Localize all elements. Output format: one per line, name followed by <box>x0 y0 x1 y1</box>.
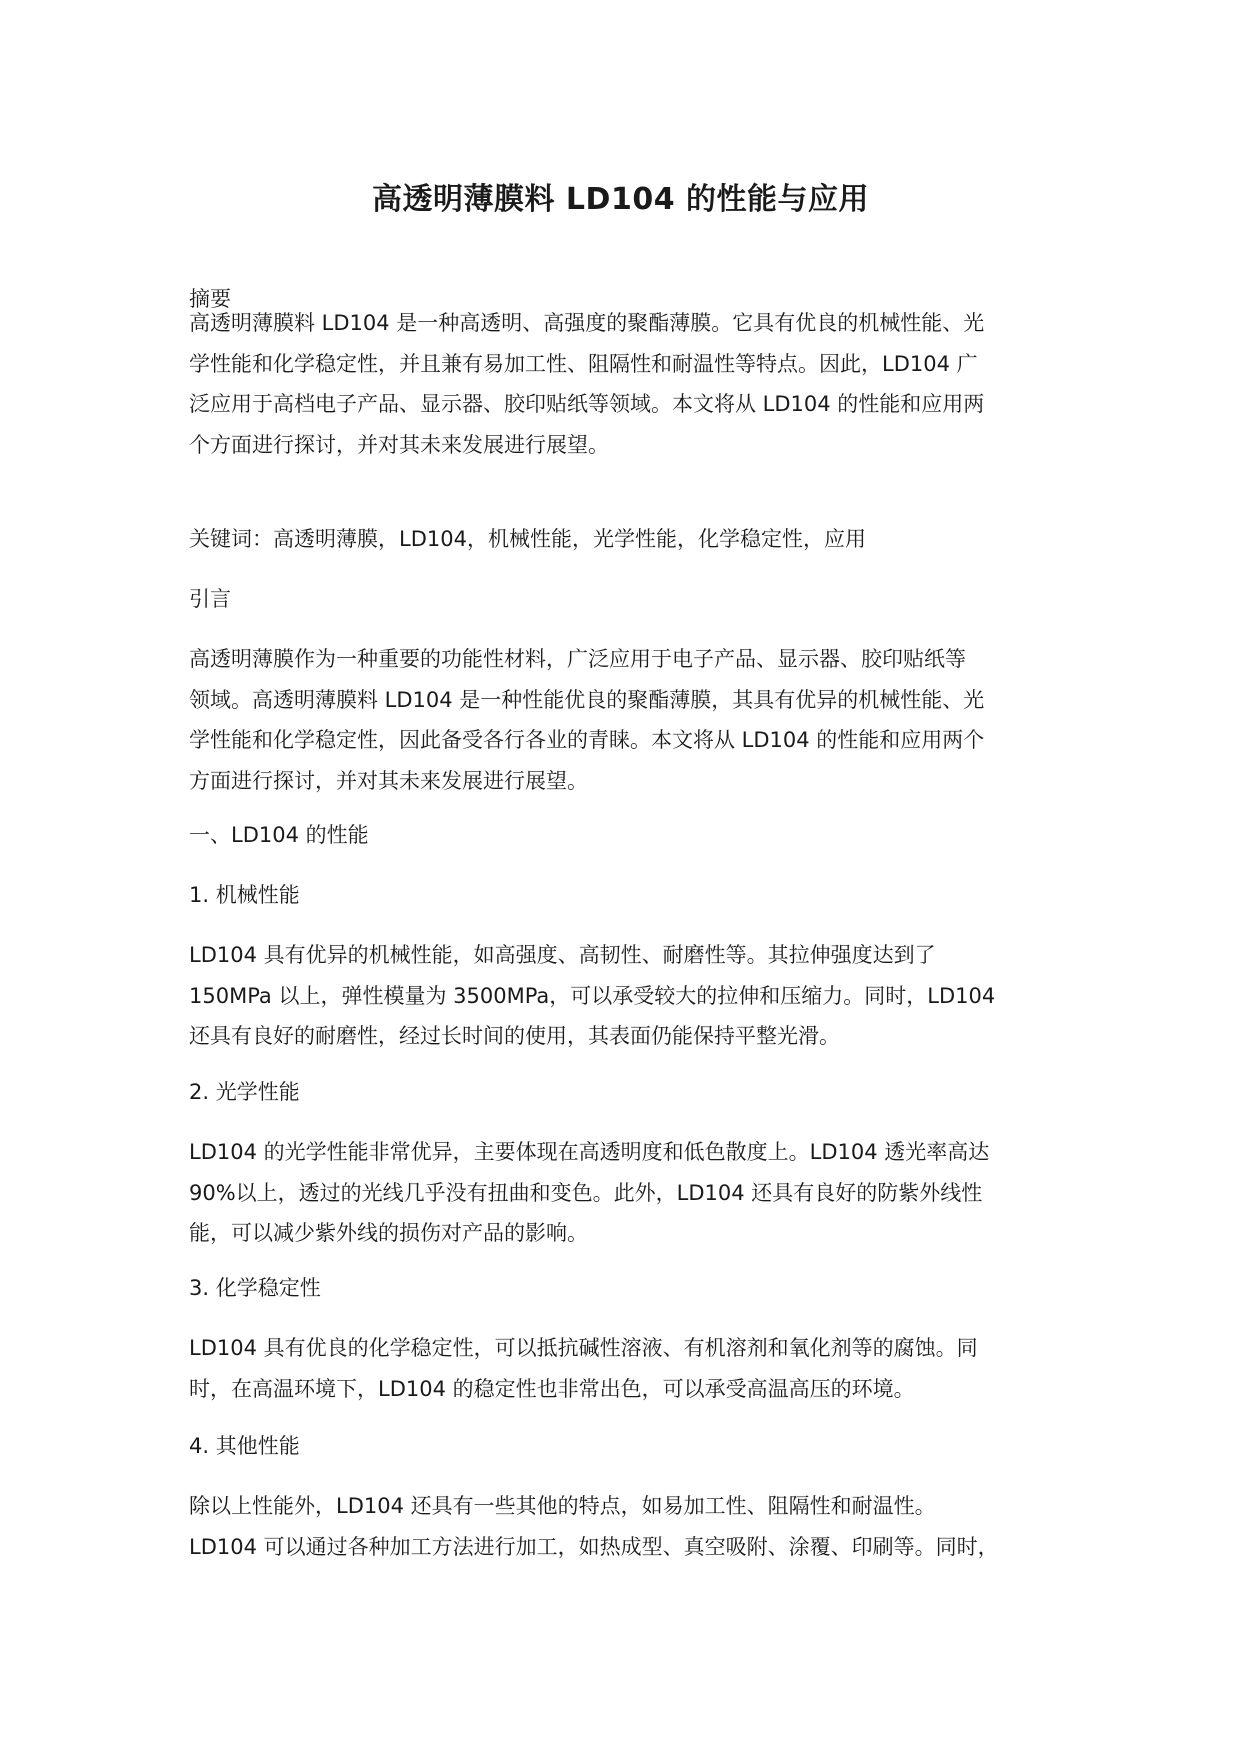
document-title: 高透明薄膜料 LD104 的性能与应用 <box>371 182 870 217</box>
paragraph-line: 150MPa 以上，弹性模量为 3500MPa，可以承受较大的拉伸和压缩力。同时，LD104 <box>189 983 996 1008</box>
paragraph-line: 学性能和化学稳定性，并且兼有易加工性、阻隔性和耐温性等特点。因此，LD104 广 <box>189 351 978 376</box>
paragraph-line: 90%以上，透过的光线几乎没有扭曲和变色。此外，LD104 还具有良好的防紫外线性 <box>189 1180 983 1205</box>
mechanical-paragraph <box>189 935 1069 1057</box>
subsection-heading-mechanical: 1. 机械性能 <box>189 883 300 907</box>
paragraph-line: 方面进行探讨，并对其未来发展进行展望。 <box>189 768 588 793</box>
paragraph-line: 学性能和化学稳定性，因此备受各行各业的青睐。本文将从 LD104 的性能和应用两个 <box>189 728 985 752</box>
paragraph-line: 除以上性能外，LD104 还具有一些其他的特点，如易加工性、阻隔性和耐温性。 <box>189 1494 936 1518</box>
paragraph-line: 能，可以减少紫外线的损伤对产品的影响。 <box>189 1221 588 1245</box>
paragraph-line: 还具有良好的耐磨性，经过长时间的使用，其表面仍能保持平整光滑。 <box>189 1024 840 1048</box>
paragraph-line: 高透明薄膜料 LD104 是一种高透明、高强度的聚酯薄膜。它具有优良的机械性能、光 <box>189 311 985 335</box>
intro-paragraph <box>189 639 1069 801</box>
optical-paragraph <box>189 1132 1069 1254</box>
paragraph-line: LD104 具有优异的机械性能，如高强度、高韧性、耐磨性等。其拉伸强度达到了 <box>189 943 936 967</box>
paragraph-line: LD104 具有优良的化学稳定性，可以抵抗碱性溶液、有机溶剂和氧化剂等的腐蚀。同 <box>189 1336 978 1360</box>
abstract-paragraph <box>189 303 1069 465</box>
paragraph-line: 领域。高透明薄膜料 LD104 是一种性能优良的聚酯薄膜，其具有优异的机械性能、光 <box>189 687 985 712</box>
paragraph-line: 高透明薄膜作为一种重要的功能性材料，广泛应用于电子产品、显示器、胶印贴纸等 <box>189 647 966 671</box>
section-heading: 一、LD104 的性能 <box>189 823 369 847</box>
chemical-paragraph <box>189 1328 1069 1409</box>
abstract-heading: 摘要 <box>189 287 231 311</box>
paragraph-line: 泛应用于高档电子产品、显示器、胶印贴纸等领域。本文将从 LD104 的性能和应用两 <box>189 392 985 416</box>
intro-heading: 引言 <box>189 587 231 611</box>
subsection-heading-optical: 2. 光学性能 <box>189 1080 300 1104</box>
subsection-heading-chemical: 3. 化学稳定性 <box>189 1276 321 1300</box>
paragraph-line: 时，在高温环境下，LD104 的稳定性也非常出色，可以承受高温高压的环境。 <box>189 1376 915 1401</box>
subsection-heading-other: 4. 其他性能 <box>189 1434 300 1458</box>
keywords-line: 关键词：高透明薄膜，LD104，机械性能，光学性能，化学稳定性，应用 <box>189 527 866 551</box>
other-paragraph <box>189 1486 1069 1567</box>
paragraph-line: LD104 的光学性能非常优异，主要体现在高透明度和低色散度上。LD104 透光率高达 <box>189 1140 990 1164</box>
paragraph-line: LD104 可以通过各种加工方法进行加工，如热成型、真空吸附、涂覆、印刷等。同时， <box>189 1534 999 1559</box>
paragraph-line: 个方面进行探讨，并对其未来发展进行展望。 <box>189 432 609 457</box>
